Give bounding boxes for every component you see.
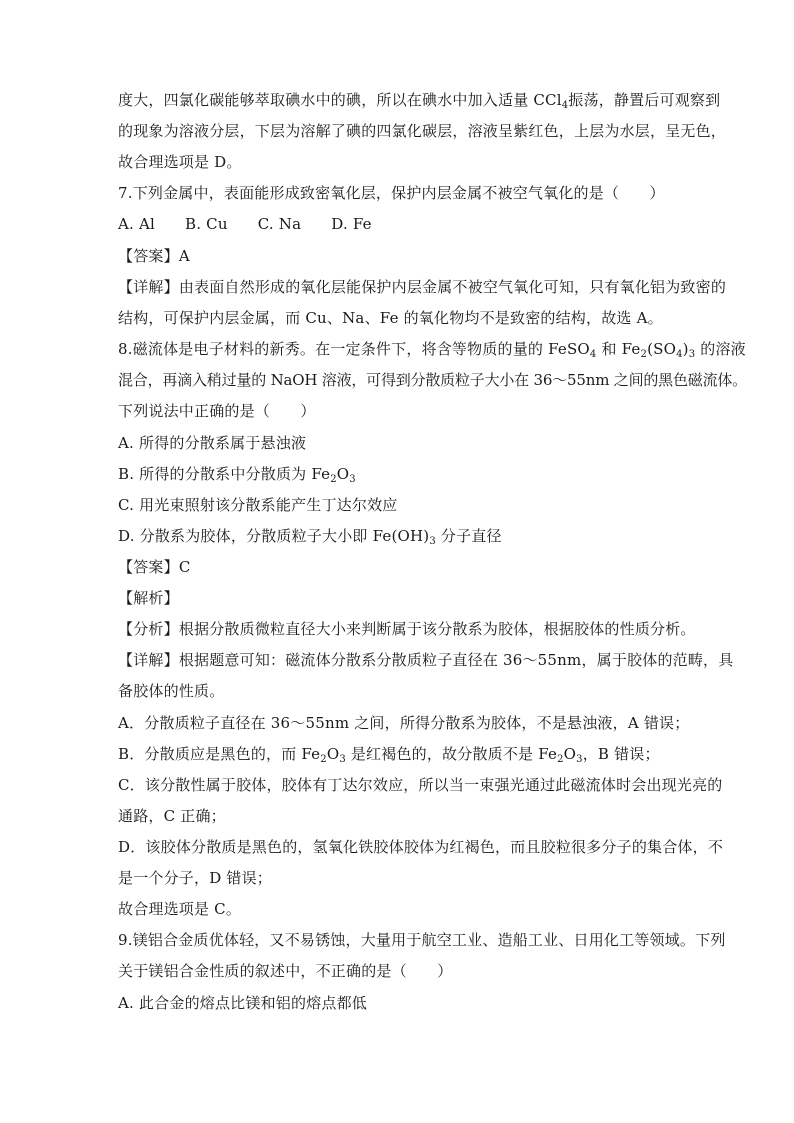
subscript: 2 (320, 754, 327, 765)
text-line (118, 277, 727, 297)
text-line (118, 899, 684, 919)
text-segment: O (563, 745, 577, 763)
subscript: 2 (330, 474, 337, 485)
subscript: 4 (561, 100, 569, 111)
text-segment: D．该胶体分散质是黑色的，氢氧化铁胶体胶体为红褐色，而且胶粒很多分子的集合体，不 (118, 838, 724, 856)
text-segment: B．分散质应是黑色的，而 Fe (118, 745, 321, 763)
text-segment: A. 此合金的熔点比镁和铝的熔点都低 (118, 994, 367, 1012)
subscript: 3 (349, 474, 356, 485)
text-line (118, 619, 696, 639)
text-segment: 分子直径 (435, 527, 502, 545)
text-line (118, 308, 684, 328)
text-line (118, 464, 684, 484)
text-segment: 根据分散质微粒直径大小来判断属于该分散系为胶体，根据胶体的性质分析。 (178, 620, 696, 638)
text-segment: 根据题意可知：磁流体分散系分散质粒子直径在 36～55nm，属于胶体的范畴，具 (178, 651, 734, 669)
text-segment: C. 用光束照射该分散系能产生丁达尔效应 (118, 496, 398, 514)
text-segment: 的现象为溶液分层，下层为溶解了碘的四氯化碳层，溶液呈紫红色，上层为水层，呈无色， (118, 122, 727, 140)
text-line (118, 744, 684, 764)
text-segment: 结构，可保护内层金属，而 Cu、Na、Fe 的氧化物均不是致密的结构，故选 A。 (118, 309, 663, 327)
answer-option: C. Na (257, 215, 302, 233)
text-segment: (SO (647, 340, 677, 358)
text-segment: 和 Fe (596, 340, 641, 358)
section-tag: 【答案】 (118, 247, 179, 265)
text-line (118, 90, 721, 111)
text-segment: 9.镁铝合金质优体轻，又不易锈蚀，大量用于航空工业、造船工业、日用化工等领域。下列 (118, 931, 726, 949)
text-line (118, 557, 684, 577)
text-line (118, 650, 734, 670)
text-line (118, 183, 684, 203)
text-segment: A．分散质粒子直径在 36～55nm 之间，所得分散系为胶体，不是悬浊液，A 错误； (118, 714, 690, 732)
text-segment: 8.磁流体是电子材料的新秀。在一定条件下，将含等物质的量的 FeSO (118, 340, 590, 358)
text-segment: C．该分散性属于胶体，胶体有丁达尔效应，所以当一束强光通过此磁流体时会出现光亮的 (118, 776, 723, 794)
subscript: 2 (557, 754, 564, 765)
text-line (118, 495, 684, 515)
text-segment: 由表面自然形成的氧化层能保护内层金属不被空气氧化可知，只有氧化铝为致密的 (178, 278, 727, 296)
text-segment: ) (682, 340, 689, 358)
section-tag: 【详解】 (118, 651, 179, 669)
text-segment: O (326, 745, 340, 763)
subscript: 3 (429, 536, 436, 547)
text-segment: 通路，C 正确； (118, 807, 226, 825)
text-segment: 是一个分子，D 错误； (118, 869, 272, 887)
subscript: 4 (676, 349, 683, 360)
text-segment: 7.下列金属中，表面能形成致密氧化层，保护内层金属不被空气氧化的是（ ） (118, 184, 665, 202)
section-tag: 【解析】 (118, 589, 179, 607)
text-line (118, 837, 724, 857)
text-line (118, 214, 684, 234)
text-line (118, 868, 684, 888)
subscript: 3 (576, 754, 583, 765)
text-line (118, 433, 684, 453)
text-segment: 关于镁铝合金性质的叙述中，不正确的是（ ） (118, 962, 453, 980)
text-segment: D. 分散系为胶体，分散质粒子大小即 Fe(OH) (118, 527, 430, 545)
text-line (118, 713, 690, 733)
text-line (118, 588, 684, 608)
text-segment: 混合，再滴入稍过量的 NaOH 溶液，可得到分散质粒子大小在 36～55nm 之间的黑色磁流体。 (118, 371, 747, 389)
text-line (118, 152, 684, 172)
answer-option: B. Cu (185, 215, 228, 233)
section-tag: 【答案】 (118, 558, 179, 576)
subscript: 2 (640, 349, 648, 360)
subscript: 3 (688, 349, 696, 360)
text-line (118, 775, 723, 795)
text-segment: 下列说法中正确的是（ ） (118, 402, 316, 420)
section-tag: 【分析】 (118, 620, 179, 638)
text-segment: B. 所得的分散系中分散质为 Fe (118, 465, 331, 483)
text-line (118, 121, 727, 141)
text-segment: 备胶体的性质。 (118, 682, 225, 700)
text-segment: 振荡，静置后可观察到 (568, 91, 721, 109)
subscript: 4 (589, 349, 597, 360)
text-line (118, 806, 684, 826)
subscript: 3 (339, 754, 346, 765)
text-line (118, 370, 747, 390)
text-line (118, 246, 684, 266)
text-segment: O (336, 465, 350, 483)
text-segment: 是红褐色的，故分散质不是 Fe (345, 745, 558, 763)
text-line (118, 961, 684, 981)
text-segment: 故合理选项是 C。 (118, 900, 242, 918)
text-line (118, 401, 684, 421)
answer-option: D. Fe (331, 215, 372, 233)
text-segment: 的溶液 (695, 340, 746, 358)
text-segment: A. 所得的分散系属于悬浊液 (118, 434, 307, 452)
text-line (118, 993, 684, 1013)
text-segment: ，B 错误； (582, 745, 660, 763)
text-segment: 度大，四氯化碳能够萃取碘水中的碘，所以在碘水中加入适量 CCl (118, 91, 562, 109)
text-line (118, 526, 684, 546)
text-line (118, 681, 684, 701)
text-line (118, 339, 746, 360)
text-segment: 故合理选项是 D。 (118, 153, 242, 171)
section-tag: 【详解】 (118, 278, 179, 296)
text-segment: A (178, 247, 190, 265)
answer-option: A. Al (118, 215, 155, 233)
text-line (118, 930, 726, 950)
text-segment: C (178, 558, 191, 576)
